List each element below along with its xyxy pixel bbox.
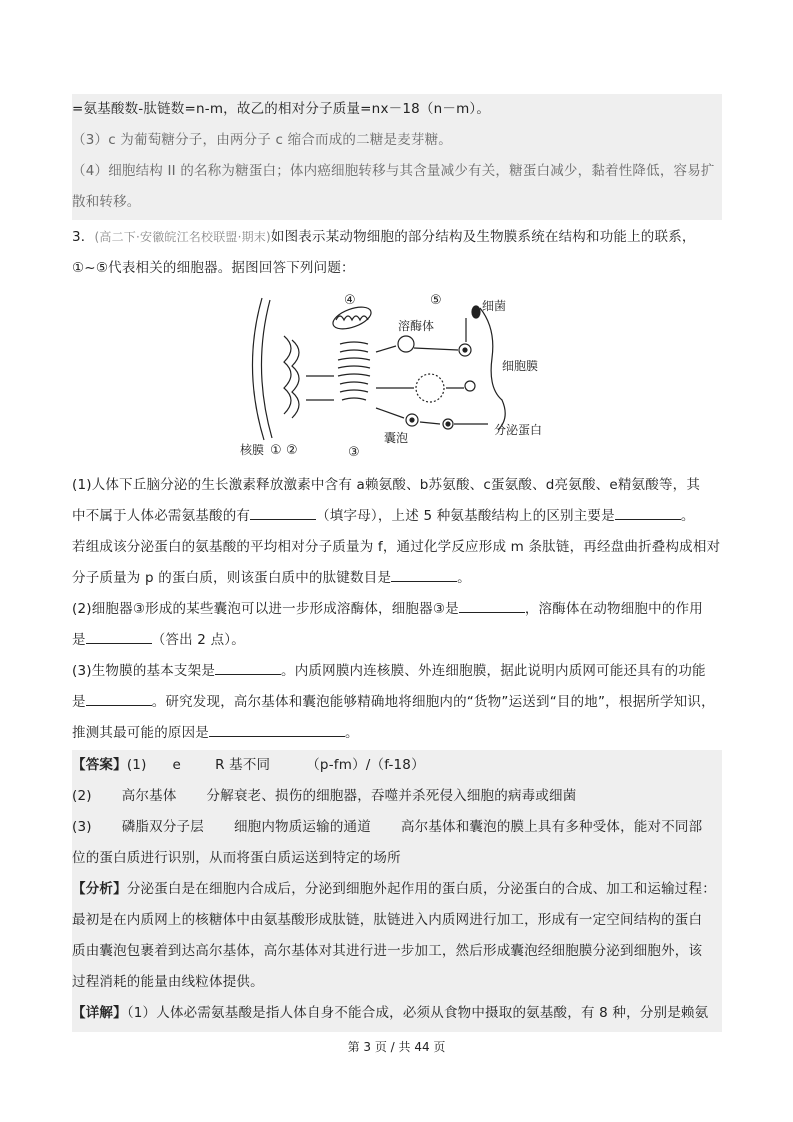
answer-block — [72, 750, 722, 1032]
label-organelle-3: ③ — [348, 445, 360, 460]
prev-answer-line: =氨基酸数-肽链数=n-m，故乙的相对分子质量=nx－18（n－m）。 — [72, 101, 491, 117]
answer-value: 高尔基体和囊泡的膜上具有多种受体，能对不同部 — [400, 819, 703, 835]
answer-value: 分解衰老、损伤的细胞器，吞噬并杀死侵入细胞的病毒或细菌 — [206, 788, 577, 804]
question-source: (高二下·安徽皖江名校联盟·期末) — [94, 230, 271, 244]
answer-row-1 — [72, 750, 722, 781]
question-number: 3． — [72, 229, 95, 245]
analysis-tag: 【分析】 — [72, 881, 127, 897]
answer-blank[interactable] — [86, 629, 152, 644]
rough-er — [284, 336, 291, 414]
golgi-apparatus — [338, 342, 370, 400]
q3-text: 。 — [345, 725, 359, 741]
analysis-text: 分泌蛋白是在细胞内合成后，分泌到细胞外起作用的蛋白质，分泌蛋白的合成、加工和运输过程： — [126, 881, 716, 897]
answer-blank[interactable] — [459, 598, 525, 613]
q3-text: 是 — [72, 694, 86, 710]
label-nuclear-membrane: 核膜 — [240, 443, 265, 457]
label-lysosome: 溶酶体 — [398, 319, 435, 333]
answer-value: R 基不同 — [215, 757, 271, 773]
answer-row-3 — [72, 812, 722, 843]
answer-blank[interactable] — [215, 660, 281, 675]
answer-value: 高尔基体 — [121, 788, 177, 804]
q1-text: 。 — [457, 570, 471, 586]
analysis-line: 过程消耗的能量由线粒体提供。 — [72, 974, 264, 990]
q3-line — [72, 687, 722, 718]
prev-answer-line: （4）细胞结构 II 的名称为糖蛋白；体内癌细胞转移与其含量减少有关，糖蛋白减少，黏着性降低，容易扩 — [72, 163, 715, 179]
q2-text: 是 — [72, 632, 86, 648]
answer-num: (1) — [126, 757, 147, 773]
q3-line — [72, 656, 722, 687]
q1-line — [72, 501, 722, 532]
label-secreted-protein: 分泌蛋白 — [494, 423, 543, 437]
label-organelle-4: ④ — [344, 293, 356, 308]
q1-text: （填字母），上述 5 种氨基酸结构上的区别主要是 — [316, 508, 615, 524]
previous-answer-block — [72, 94, 722, 220]
bacteria-shape — [472, 306, 480, 318]
detail-tag: 【详解】 — [72, 1005, 127, 1021]
q3-text: 。研究发现，高尔基体和囊泡能够精确地将细胞内的“货物”运送到“目的地”，根据所学知识， — [151, 694, 715, 710]
answer-row-2 — [72, 781, 722, 812]
q3-line — [72, 718, 722, 749]
answer-value: 磷脂双分子层 — [121, 819, 204, 835]
question-stem: 如图表示某动物细胞的部分结构及生物膜系统在结构和功能上的联系， — [270, 229, 696, 245]
detail-text: （1）人体必需氨基酸是指人体自身不能合成，必须从食物中摄取的氨基酸，有 8 种，分别是赖氨 — [126, 1005, 709, 1021]
q3-text: 推测其最可能的原因是 — [72, 725, 209, 741]
question-block — [72, 222, 722, 284]
q1-text: 。 — [680, 508, 695, 524]
label-organelle-5: ⑤ — [430, 293, 442, 308]
cell-diagram — [240, 288, 570, 460]
answer-value: （p-fm）/（f-18） — [306, 757, 425, 773]
q3-text: 。内质网膜内连核膜、外连细胞膜，据此说明内质网可能还具有的功能 — [281, 663, 706, 679]
q1-line — [72, 563, 722, 594]
answer-num: (2) — [72, 788, 92, 804]
q3-text: (3)生物膜的基本支架是 — [72, 663, 216, 679]
q1-line: (1)人体下丘脑分泌的生长激素释放激素中含有 a赖氨酸、b苏氨酸、c蛋氨酸、d亮氨酸、e精氨酸等，其 — [72, 477, 701, 493]
label-cell-membrane: 细胞膜 — [502, 359, 539, 373]
answer-blank[interactable] — [615, 505, 681, 520]
q1-line: 若组成该分泌蛋白的氨基酸的平均相对分子质量为 f，通过化学反应形成 m 条肽链，再经盘曲折叠构成相对 — [72, 539, 721, 555]
answer-blank[interactable] — [250, 505, 316, 520]
q1-text: 中不属于人体必需氨基酸的有 — [72, 508, 251, 524]
answer-num: (3) — [72, 819, 92, 835]
label-organelle-2: ② — [286, 443, 298, 458]
q2-text: ，溶酶体在动物细胞中的作用 — [524, 601, 703, 617]
prev-answer-line: 散和转移。 — [72, 194, 141, 210]
question-stem-line — [72, 222, 722, 253]
analysis-line: 质由囊泡包裹着到达高尔基体，高尔基体对其进行进一步加工，然后形成囊泡经细胞膜分泌到细胞外，该 — [72, 943, 703, 959]
detail-line — [72, 998, 722, 1029]
q2-line — [72, 625, 722, 656]
prev-answer-line: （3）c 为葡萄糖分子，由两分子 c 缩合而成的二糖是麦芽糖。 — [72, 132, 453, 148]
sub-questions — [72, 470, 722, 749]
label-organelle-1: ① — [270, 443, 282, 458]
answer-tag: 【答案】 — [72, 757, 127, 773]
label-vesicle: 囊泡 — [384, 431, 409, 445]
page-footer: 第 3 页 / 共 44 页 — [347, 1040, 446, 1054]
answer-value: e — [172, 757, 182, 773]
q2-text: (2)细胞器③形成的某些囊泡可以进一步形成溶酶体，细胞器③是 — [72, 601, 459, 617]
q1-text: 分子质量为 p 的蛋白质，则该蛋白质中的肽键数目是 — [72, 570, 392, 586]
label-bacteria: 细菌 — [482, 299, 507, 313]
answer-blank[interactable] — [391, 567, 457, 582]
question-stem-line: ①~⑤代表相关的细胞器。据图回答下列问题： — [72, 260, 355, 276]
analysis-line: 最初是在内质网上的核糖体中由氨基酸形成肽链，肽链进入内质网进行加工，形成有一定空间结构的蛋白 — [72, 912, 703, 928]
q2-text: （答出 2 点）。 — [151, 632, 245, 648]
answer-blank[interactable] — [86, 691, 152, 706]
nuclear-membrane — [252, 298, 264, 440]
analysis-line — [72, 874, 722, 905]
answer-blank[interactable] — [209, 722, 345, 737]
answer-row-3-cont: 位的蛋白质进行识别，从而将蛋白质运送到特定的场所 — [72, 850, 401, 866]
q2-line — [72, 594, 722, 625]
answer-value: 细胞内物质运输的通道 — [233, 819, 371, 835]
